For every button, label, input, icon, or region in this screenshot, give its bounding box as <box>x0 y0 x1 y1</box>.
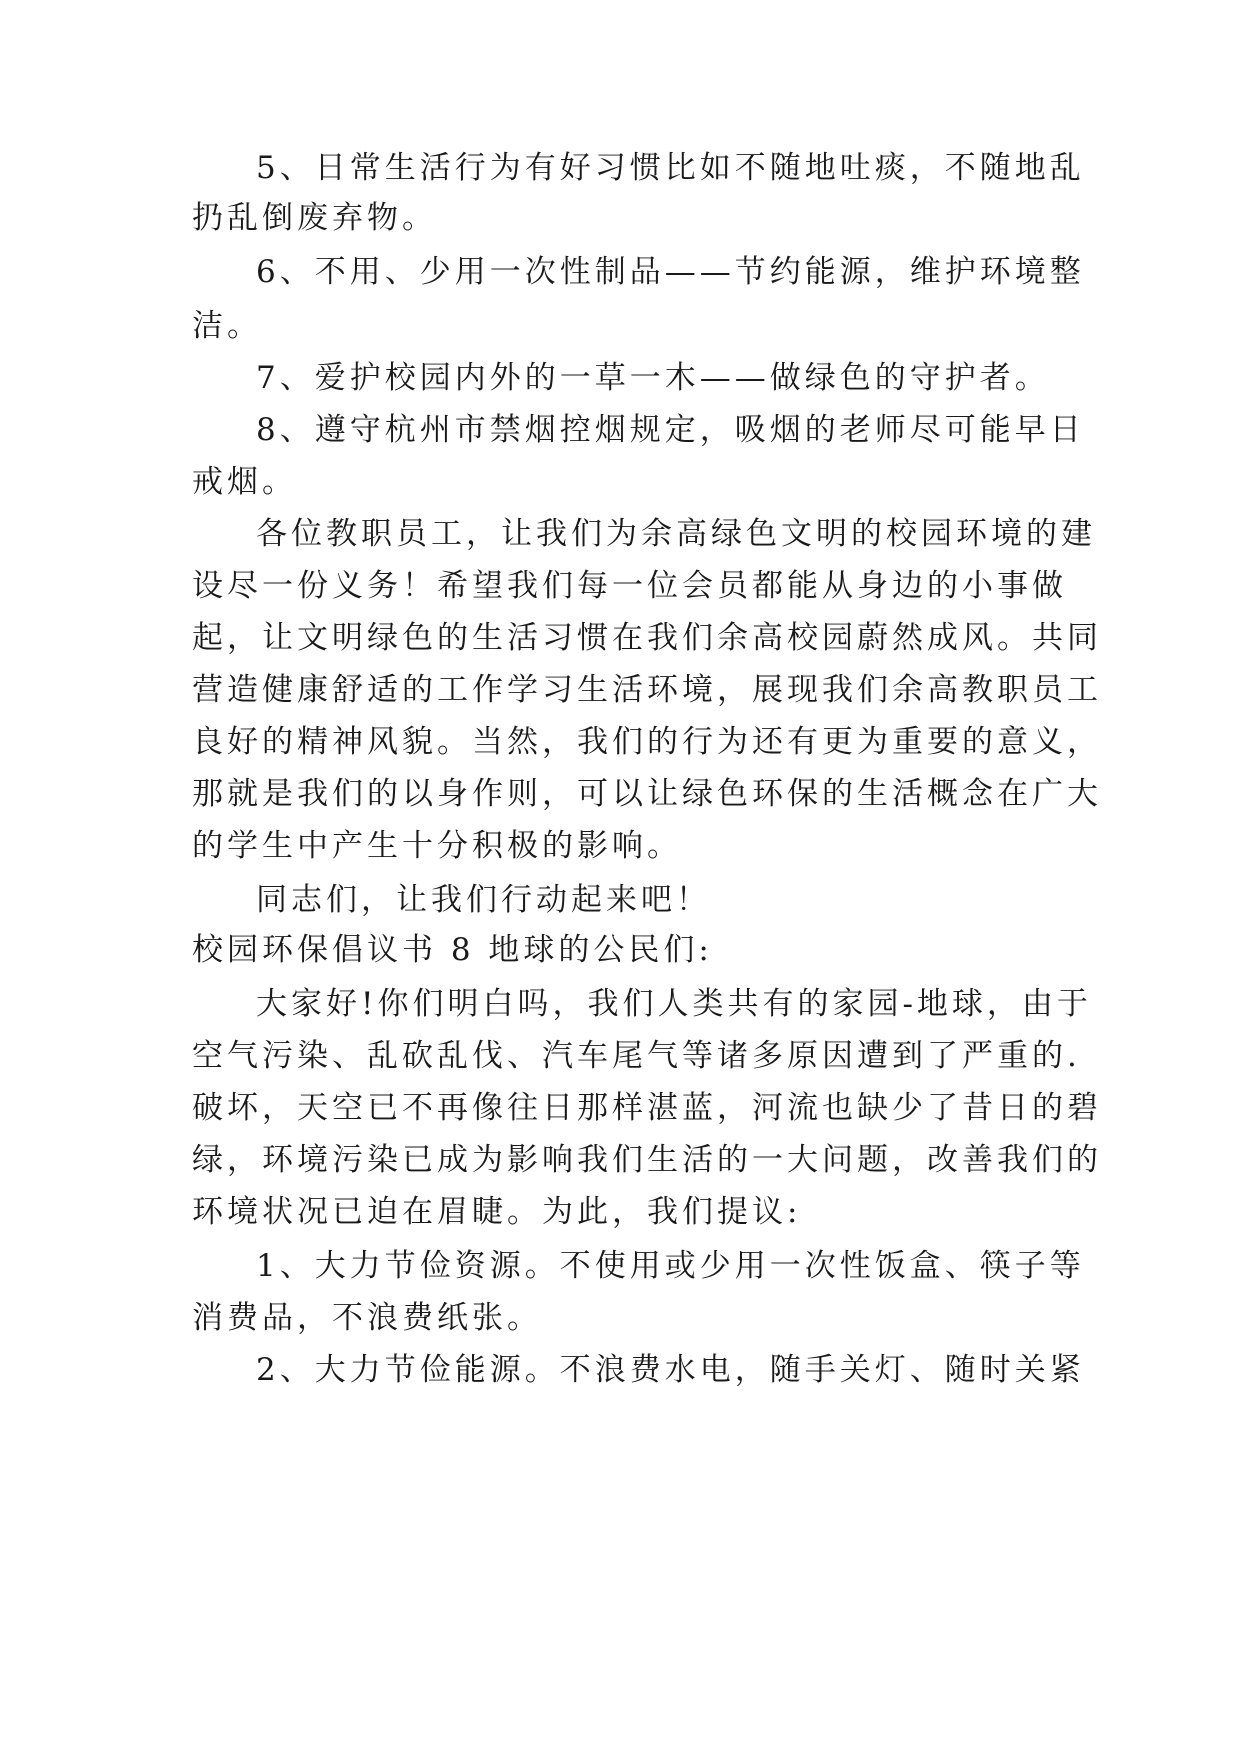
text-line: 那就是我们的以身作则，可以让绿色环保的生活概念在广大 <box>192 776 1102 812</box>
text-line: 5、日常生活行为有好习惯比如不随地吐痰，不随地乱 <box>256 150 1085 186</box>
text-line: 1、大力节俭资源。不使用或少用一次性饭盒、筷子等 <box>256 1248 1085 1284</box>
text-line: 破坏，天空已不再像往日那样湛蓝，河流也缺少了昔日的碧 <box>192 1090 1102 1126</box>
text-line: 7、爱护校园内外的一草一木——做绿色的守护者。 <box>256 360 1050 396</box>
text-line: 扔乱倒废弃物。 <box>192 200 437 236</box>
text-line: 2、大力节俭能源。不浪费水电，随手关灯、随时关紧 <box>256 1352 1085 1388</box>
text-line: 环境状况已迫在眉睫。为此，我们提议: <box>192 1194 802 1230</box>
text-line: 消费品，不浪费纸张。 <box>192 1300 542 1336</box>
text-line: 大家好!你们明白吗，我们人类共有的家园-地球，由于 <box>256 986 1092 1022</box>
text-line: 的学生中产生十分积极的影响。 <box>192 828 682 864</box>
text-line: 空气污染、乱砍乱伐、汽车尾气等诸多原因遭到了严重的. <box>192 1038 1081 1074</box>
text-line: 绿，环境污染已成为影响我们生活的一大问题，改善我们的 <box>192 1142 1102 1178</box>
text-line: 6、不用、少用一次性制品——节约能源，维护环境整 <box>256 254 1085 290</box>
text-line: 同志们，让我们行动起来吧！ <box>256 882 711 918</box>
text-line: 设尽一份义务！希望我们每一位会员都能从身边的小事做 <box>192 568 1067 604</box>
text-line: 8、遵守杭州市禁烟控烟规定，吸烟的老师尽可能早日 <box>256 412 1085 448</box>
text-line: 戒烟。 <box>192 464 297 500</box>
text-line: 各位教职员工，让我们为余高绿色文明的校园环境的建 <box>256 516 1096 552</box>
text-line: 良好的精神风貌。当然，我们的行为还有更为重要的意义， <box>192 724 1102 760</box>
text-line: 洁。 <box>192 308 262 344</box>
text-line: 营造健康舒适的工作学习生活环境，展现我们余高教职员工 <box>192 672 1102 708</box>
document-heading: 校园环保倡议书 8 地球的公民们: <box>192 932 713 968</box>
text-line: 起，让文明绿色的生活习惯在我们余高校园蔚然成风。共同 <box>192 620 1102 656</box>
